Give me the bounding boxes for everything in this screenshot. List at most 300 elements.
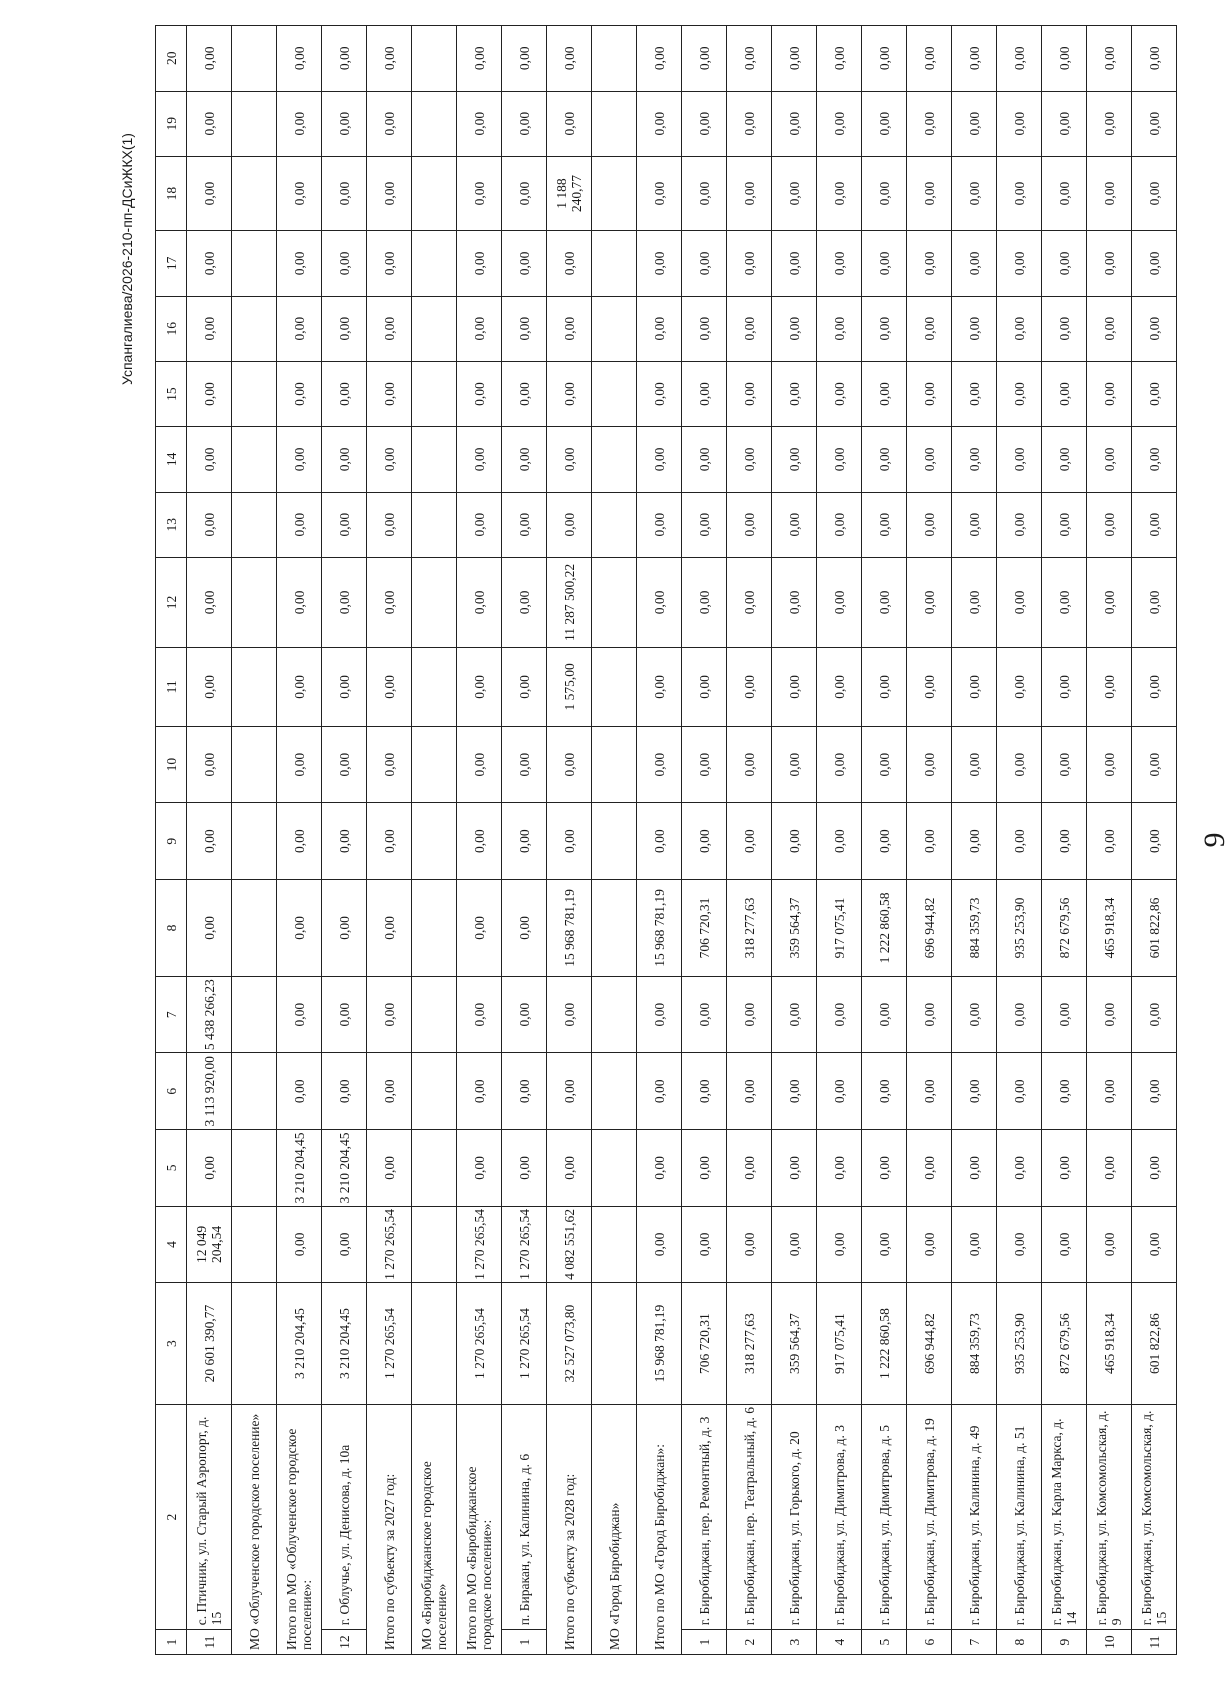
value-cell: 696 944,82: [907, 880, 952, 977]
value-cell: 0,00: [502, 976, 547, 1053]
value-cell: 0,00: [997, 647, 1042, 726]
column-header: 19: [156, 91, 187, 156]
row-number: 3: [772, 1630, 817, 1655]
table-row: [907, 26, 952, 1655]
address-cell: п. Биракан, ул. Калинина, д. 6: [502, 1404, 547, 1629]
value-cell: 935 253,90: [997, 880, 1042, 977]
column-header: 2: [156, 1404, 187, 1629]
value-cell: 0,00: [637, 361, 682, 426]
value-cell: 0,00: [997, 1130, 1042, 1207]
value-cell: 0,00: [862, 647, 907, 726]
value-cell: 0,00: [187, 726, 232, 803]
row-number: 9: [1042, 1630, 1087, 1655]
value-cell: 0,00: [907, 296, 952, 361]
column-header: 14: [156, 427, 187, 492]
value-cell: 318 277,63: [727, 1283, 772, 1405]
value-cell: 0,00: [1042, 156, 1087, 230]
value-cell: 0,00: [322, 361, 367, 426]
value-cell: 0,00: [1132, 726, 1177, 803]
value-cell: 0,00: [547, 26, 592, 92]
value-cell: 0,00: [502, 492, 547, 557]
empty-cell: [412, 1283, 457, 1405]
value-cell: 0,00: [322, 1206, 367, 1283]
empty-cell: [592, 231, 637, 296]
value-cell: 0,00: [637, 427, 682, 492]
total-label: Итого по МО «Облученское городское поселение»:: [277, 1404, 322, 1654]
value-cell: 0,00: [952, 296, 997, 361]
value-cell: 0,00: [952, 1206, 997, 1283]
value-cell: 0,00: [502, 726, 547, 803]
value-cell: 0,00: [817, 803, 862, 880]
column-header: 18: [156, 156, 187, 230]
value-cell: 0,00: [1087, 647, 1132, 726]
value-cell: 0,00: [1132, 156, 1177, 230]
value-cell: 0,00: [727, 557, 772, 647]
empty-cell: [412, 557, 457, 647]
value-cell: 0,00: [187, 557, 232, 647]
value-cell: 0,00: [457, 361, 502, 426]
value-cell: 0,00: [187, 26, 232, 92]
value-cell: 0,00: [367, 26, 412, 92]
value-cell: 0,00: [682, 557, 727, 647]
row-number: 2: [727, 1630, 772, 1655]
empty-cell: [592, 726, 637, 803]
value-cell: 0,00: [1042, 803, 1087, 880]
value-cell: 0,00: [727, 231, 772, 296]
value-cell: 3 210 204,45: [322, 1130, 367, 1207]
value-cell: 0,00: [187, 156, 232, 230]
value-cell: 0,00: [862, 231, 907, 296]
value-cell: 1 270 265,54: [457, 1206, 502, 1283]
empty-cell: [412, 803, 457, 880]
column-header: 8: [156, 880, 187, 977]
row-number: 10: [1087, 1630, 1132, 1655]
value-cell: 0,00: [502, 1130, 547, 1207]
empty-cell: [232, 156, 277, 230]
empty-cell: [412, 976, 457, 1053]
value-cell: 465 918,34: [1087, 1283, 1132, 1405]
value-cell: 0,00: [277, 361, 322, 426]
value-cell: 0,00: [952, 26, 997, 92]
value-cell: 15 968 781,19: [637, 1283, 682, 1405]
total-row: [277, 26, 322, 1655]
value-cell: 0,00: [547, 361, 592, 426]
table-row: [1042, 26, 1087, 1655]
value-cell: 0,00: [952, 557, 997, 647]
value-cell: 0,00: [772, 976, 817, 1053]
value-cell: 0,00: [727, 803, 772, 880]
value-cell: 0,00: [547, 91, 592, 156]
empty-cell: [232, 557, 277, 647]
total-row: [547, 26, 592, 1655]
value-cell: 0,00: [187, 880, 232, 977]
column-header: 16: [156, 296, 187, 361]
empty-cell: [592, 1206, 637, 1283]
value-cell: 3 210 204,45: [277, 1283, 322, 1405]
value-cell: 0,00: [187, 647, 232, 726]
row-number: 11: [187, 1630, 232, 1655]
value-cell: 0,00: [1132, 976, 1177, 1053]
value-cell: 706 720,31: [682, 880, 727, 977]
value-cell: 0,00: [997, 726, 1042, 803]
value-cell: 1 222 860,58: [862, 880, 907, 977]
value-cell: 1 270 265,54: [457, 1283, 502, 1405]
empty-cell: [412, 1053, 457, 1130]
empty-cell: [592, 647, 637, 726]
value-cell: 0,00: [952, 427, 997, 492]
table-row: [322, 26, 367, 1655]
value-cell: 0,00: [1132, 91, 1177, 156]
value-cell: 0,00: [457, 492, 502, 557]
value-cell: 0,00: [367, 427, 412, 492]
value-cell: 0,00: [322, 26, 367, 92]
value-cell: 0,00: [907, 231, 952, 296]
value-cell: 0,00: [457, 803, 502, 880]
value-cell: 20 601 390,77: [187, 1283, 232, 1405]
value-cell: 0,00: [637, 231, 682, 296]
value-cell: 0,00: [772, 1053, 817, 1130]
empty-cell: [232, 91, 277, 156]
address-cell: г. Биробиджан, ул. Комсомольская, д. 9: [1087, 1404, 1132, 1629]
address-cell: г. Биробиджан, пер. Ремонтный, д. 3: [682, 1404, 727, 1629]
value-cell: 0,00: [727, 1130, 772, 1207]
value-cell: 0,00: [187, 296, 232, 361]
value-cell: 0,00: [772, 726, 817, 803]
value-cell: 0,00: [547, 296, 592, 361]
value-cell: 0,00: [1132, 296, 1177, 361]
address-cell: г. Биробиджан, ул. Карла Маркса, д. 14: [1042, 1404, 1087, 1629]
value-cell: 0,00: [907, 726, 952, 803]
value-cell: 0,00: [682, 803, 727, 880]
column-header: 12: [156, 557, 187, 647]
value-cell: 0,00: [1087, 231, 1132, 296]
value-cell: 0,00: [727, 976, 772, 1053]
value-cell: 0,00: [817, 427, 862, 492]
empty-cell: [232, 427, 277, 492]
empty-cell: [592, 361, 637, 426]
value-cell: 3 210 204,45: [277, 1130, 322, 1207]
value-cell: 0,00: [1087, 361, 1132, 426]
value-cell: 32 527 073,80: [547, 1283, 592, 1405]
section-title: МО «Биробиджанское городское поселение»: [412, 1404, 457, 1654]
value-cell: 0,00: [997, 427, 1042, 492]
value-cell: 0,00: [772, 557, 817, 647]
empty-cell: [592, 880, 637, 977]
empty-cell: [412, 91, 457, 156]
value-cell: 0,00: [637, 976, 682, 1053]
row-number: 1: [502, 1630, 547, 1655]
value-cell: 0,00: [1042, 1206, 1087, 1283]
row-number: 7: [952, 1630, 997, 1655]
value-cell: 0,00: [322, 231, 367, 296]
row-number: 8: [997, 1630, 1042, 1655]
value-cell: 11 287 500,22: [547, 557, 592, 647]
value-cell: 0,00: [1042, 231, 1087, 296]
value-cell: 0,00: [502, 91, 547, 156]
value-cell: 0,00: [907, 803, 952, 880]
value-cell: 0,00: [457, 1130, 502, 1207]
value-cell: 0,00: [502, 296, 547, 361]
section-row: [232, 26, 277, 1655]
value-cell: 0,00: [367, 976, 412, 1053]
value-cell: 0,00: [547, 1053, 592, 1130]
value-cell: 0,00: [727, 492, 772, 557]
value-cell: 0,00: [952, 976, 997, 1053]
value-cell: 0,00: [862, 1130, 907, 1207]
value-cell: 0,00: [772, 296, 817, 361]
value-cell: 0,00: [277, 880, 322, 977]
value-cell: 0,00: [1087, 296, 1132, 361]
section-row: [412, 26, 457, 1655]
value-cell: 0,00: [1042, 647, 1087, 726]
value-cell: 0,00: [952, 647, 997, 726]
value-cell: 0,00: [817, 976, 862, 1053]
value-cell: 0,00: [772, 492, 817, 557]
row-number: 11: [1132, 1630, 1177, 1655]
value-cell: 0,00: [907, 91, 952, 156]
value-cell: 0,00: [187, 91, 232, 156]
row-number: 5: [862, 1630, 907, 1655]
value-cell: 0,00: [862, 91, 907, 156]
table-row: [997, 26, 1042, 1655]
table-row: [187, 26, 232, 1655]
value-cell: 0,00: [322, 91, 367, 156]
value-cell: 0,00: [367, 726, 412, 803]
value-cell: 0,00: [367, 557, 412, 647]
value-cell: 0,00: [637, 1206, 682, 1283]
value-cell: 0,00: [772, 361, 817, 426]
value-cell: 0,00: [1042, 1053, 1087, 1130]
value-cell: 0,00: [637, 726, 682, 803]
section-row: [592, 26, 637, 1655]
value-cell: 0,00: [502, 647, 547, 726]
value-cell: 0,00: [457, 231, 502, 296]
value-cell: 0,00: [322, 976, 367, 1053]
total-label: Итого по МО «Город Биробиджан»:: [637, 1404, 682, 1654]
value-cell: 0,00: [637, 296, 682, 361]
value-cell: 0,00: [502, 361, 547, 426]
value-cell: 0,00: [862, 361, 907, 426]
value-cell: 0,00: [817, 231, 862, 296]
value-cell: 0,00: [457, 91, 502, 156]
table-row: [772, 26, 817, 1655]
address-cell: с. Птичник, ул. Старый Аэропорт, д. 15: [187, 1404, 232, 1629]
value-cell: 0,00: [772, 91, 817, 156]
value-cell: 0,00: [682, 726, 727, 803]
value-cell: 1 188 240,77: [547, 156, 592, 230]
value-cell: 0,00: [682, 427, 727, 492]
column-number-header: [156, 26, 187, 1655]
value-cell: 0,00: [322, 880, 367, 977]
empty-cell: [412, 361, 457, 426]
value-cell: 0,00: [907, 557, 952, 647]
empty-cell: [232, 361, 277, 426]
value-cell: 0,00: [457, 1053, 502, 1130]
row-number: 6: [907, 1630, 952, 1655]
empty-cell: [232, 492, 277, 557]
value-cell: 1 575,00: [547, 647, 592, 726]
value-cell: 0,00: [322, 1053, 367, 1130]
empty-cell: [592, 803, 637, 880]
value-cell: 0,00: [727, 91, 772, 156]
value-cell: 0,00: [952, 1130, 997, 1207]
value-cell: 0,00: [637, 156, 682, 230]
column-header: 4: [156, 1206, 187, 1283]
value-cell: 0,00: [907, 26, 952, 92]
value-cell: 0,00: [502, 557, 547, 647]
value-cell: 0,00: [457, 26, 502, 92]
table-row: [817, 26, 862, 1655]
value-cell: 12 049 204,54: [187, 1206, 232, 1283]
value-cell: 0,00: [367, 156, 412, 230]
value-cell: 0,00: [367, 647, 412, 726]
value-cell: 0,00: [952, 1053, 997, 1130]
value-cell: 0,00: [772, 1130, 817, 1207]
value-cell: 0,00: [997, 156, 1042, 230]
total-row: [457, 26, 502, 1655]
value-cell: 0,00: [457, 427, 502, 492]
value-cell: 0,00: [1132, 803, 1177, 880]
section-title: МО «Облученское городское поселение»: [232, 1404, 277, 1654]
value-cell: 884 359,73: [952, 1283, 997, 1405]
value-cell: 0,00: [502, 1053, 547, 1130]
empty-cell: [232, 880, 277, 977]
value-cell: 0,00: [682, 976, 727, 1053]
document-reference: Успангалиева/2026-210-пп-ДСиЖКХ(1): [119, 133, 135, 385]
empty-cell: [412, 726, 457, 803]
value-cell: 0,00: [637, 91, 682, 156]
value-cell: 0,00: [727, 26, 772, 92]
value-cell: 0,00: [1132, 427, 1177, 492]
value-cell: 706 720,31: [682, 1283, 727, 1405]
value-cell: 0,00: [1042, 361, 1087, 426]
column-header: 7: [156, 976, 187, 1053]
value-cell: 0,00: [727, 156, 772, 230]
value-cell: 0,00: [637, 492, 682, 557]
value-cell: 0,00: [1087, 726, 1132, 803]
value-cell: 1 270 265,54: [502, 1206, 547, 1283]
header-row: [156, 26, 187, 1655]
empty-cell: [412, 647, 457, 726]
value-cell: 3 210 204,45: [322, 1283, 367, 1405]
value-cell: 0,00: [187, 361, 232, 426]
value-cell: 0,00: [817, 647, 862, 726]
value-cell: 0,00: [277, 976, 322, 1053]
address-cell: г. Биробиджан, ул. Димитрова, д. 19: [907, 1404, 952, 1629]
value-cell: 0,00: [277, 231, 322, 296]
value-cell: 0,00: [637, 647, 682, 726]
value-cell: 872 679,56: [1042, 1283, 1087, 1405]
value-cell: 0,00: [547, 492, 592, 557]
value-cell: 696 944,82: [907, 1283, 952, 1405]
value-cell: 0,00: [502, 880, 547, 977]
address-cell: г. Биробиджан, ул. Горького, д. 20: [772, 1404, 817, 1629]
value-cell: 0,00: [682, 1206, 727, 1283]
empty-cell: [592, 557, 637, 647]
value-cell: 0,00: [367, 1130, 412, 1207]
value-cell: 359 564,37: [772, 880, 817, 977]
value-cell: 0,00: [277, 1206, 322, 1283]
value-cell: 0,00: [862, 427, 907, 492]
value-cell: 0,00: [952, 803, 997, 880]
empty-cell: [592, 296, 637, 361]
value-cell: 601 822,86: [1132, 1283, 1177, 1405]
value-cell: 359 564,37: [772, 1283, 817, 1405]
value-cell: 0,00: [907, 647, 952, 726]
value-cell: 0,00: [367, 492, 412, 557]
value-cell: 0,00: [817, 1053, 862, 1130]
value-cell: 0,00: [907, 361, 952, 426]
value-cell: 0,00: [1132, 1206, 1177, 1283]
column-header: 5: [156, 1130, 187, 1207]
value-cell: 0,00: [862, 803, 907, 880]
value-cell: 0,00: [457, 726, 502, 803]
value-cell: 0,00: [727, 1053, 772, 1130]
empty-cell: [412, 1206, 457, 1283]
row-number: 12: [322, 1630, 367, 1655]
value-cell: 0,00: [547, 726, 592, 803]
value-cell: 0,00: [907, 976, 952, 1053]
value-cell: 0,00: [907, 156, 952, 230]
value-cell: 0,00: [862, 156, 907, 230]
value-cell: 0,00: [187, 803, 232, 880]
total-label: Итого по МО «Биробиджанское городское поселение»:: [457, 1404, 502, 1654]
empty-cell: [592, 156, 637, 230]
value-cell: 0,00: [1132, 231, 1177, 296]
value-cell: 0,00: [502, 427, 547, 492]
value-cell: 935 253,90: [997, 1283, 1042, 1405]
value-cell: 0,00: [547, 427, 592, 492]
address-cell: г. Биробиджан, пер. Театральный, д. 6: [727, 1404, 772, 1629]
value-cell: 0,00: [1087, 492, 1132, 557]
total-row: [367, 26, 412, 1655]
value-cell: 0,00: [727, 1206, 772, 1283]
total-row: [637, 26, 682, 1655]
address-cell: г. Биробиджан, ул. Калинина, д. 51: [997, 1404, 1042, 1629]
value-cell: 0,00: [457, 647, 502, 726]
value-cell: 0,00: [727, 296, 772, 361]
value-cell: 0,00: [1087, 427, 1132, 492]
value-cell: 0,00: [817, 726, 862, 803]
value-cell: 0,00: [907, 1053, 952, 1130]
value-cell: 0,00: [322, 803, 367, 880]
value-cell: 0,00: [502, 231, 547, 296]
value-cell: 0,00: [1087, 976, 1132, 1053]
value-cell: 0,00: [952, 361, 997, 426]
value-cell: 0,00: [682, 492, 727, 557]
value-cell: 0,00: [1132, 26, 1177, 92]
value-cell: 0,00: [907, 1206, 952, 1283]
address-cell: г. Биробиджан, ул. Димитрова, д. 3: [817, 1404, 862, 1629]
value-cell: 0,00: [457, 557, 502, 647]
empty-cell: [412, 156, 457, 230]
row-number: 4: [817, 1630, 862, 1655]
value-cell: 917 075,41: [817, 880, 862, 977]
value-cell: 0,00: [277, 726, 322, 803]
section-title: МО «Город Биробиджан»: [592, 1404, 637, 1654]
value-cell: 0,00: [952, 492, 997, 557]
column-header: 13: [156, 492, 187, 557]
value-cell: 0,00: [817, 361, 862, 426]
value-cell: 0,00: [367, 231, 412, 296]
total-label: Итого по субъекту за 2027 год:: [367, 1404, 412, 1654]
value-cell: 0,00: [727, 647, 772, 726]
value-cell: 0,00: [457, 296, 502, 361]
empty-cell: [592, 1130, 637, 1207]
value-cell: 0,00: [277, 427, 322, 492]
empty-cell: [412, 26, 457, 92]
empty-cell: [232, 803, 277, 880]
